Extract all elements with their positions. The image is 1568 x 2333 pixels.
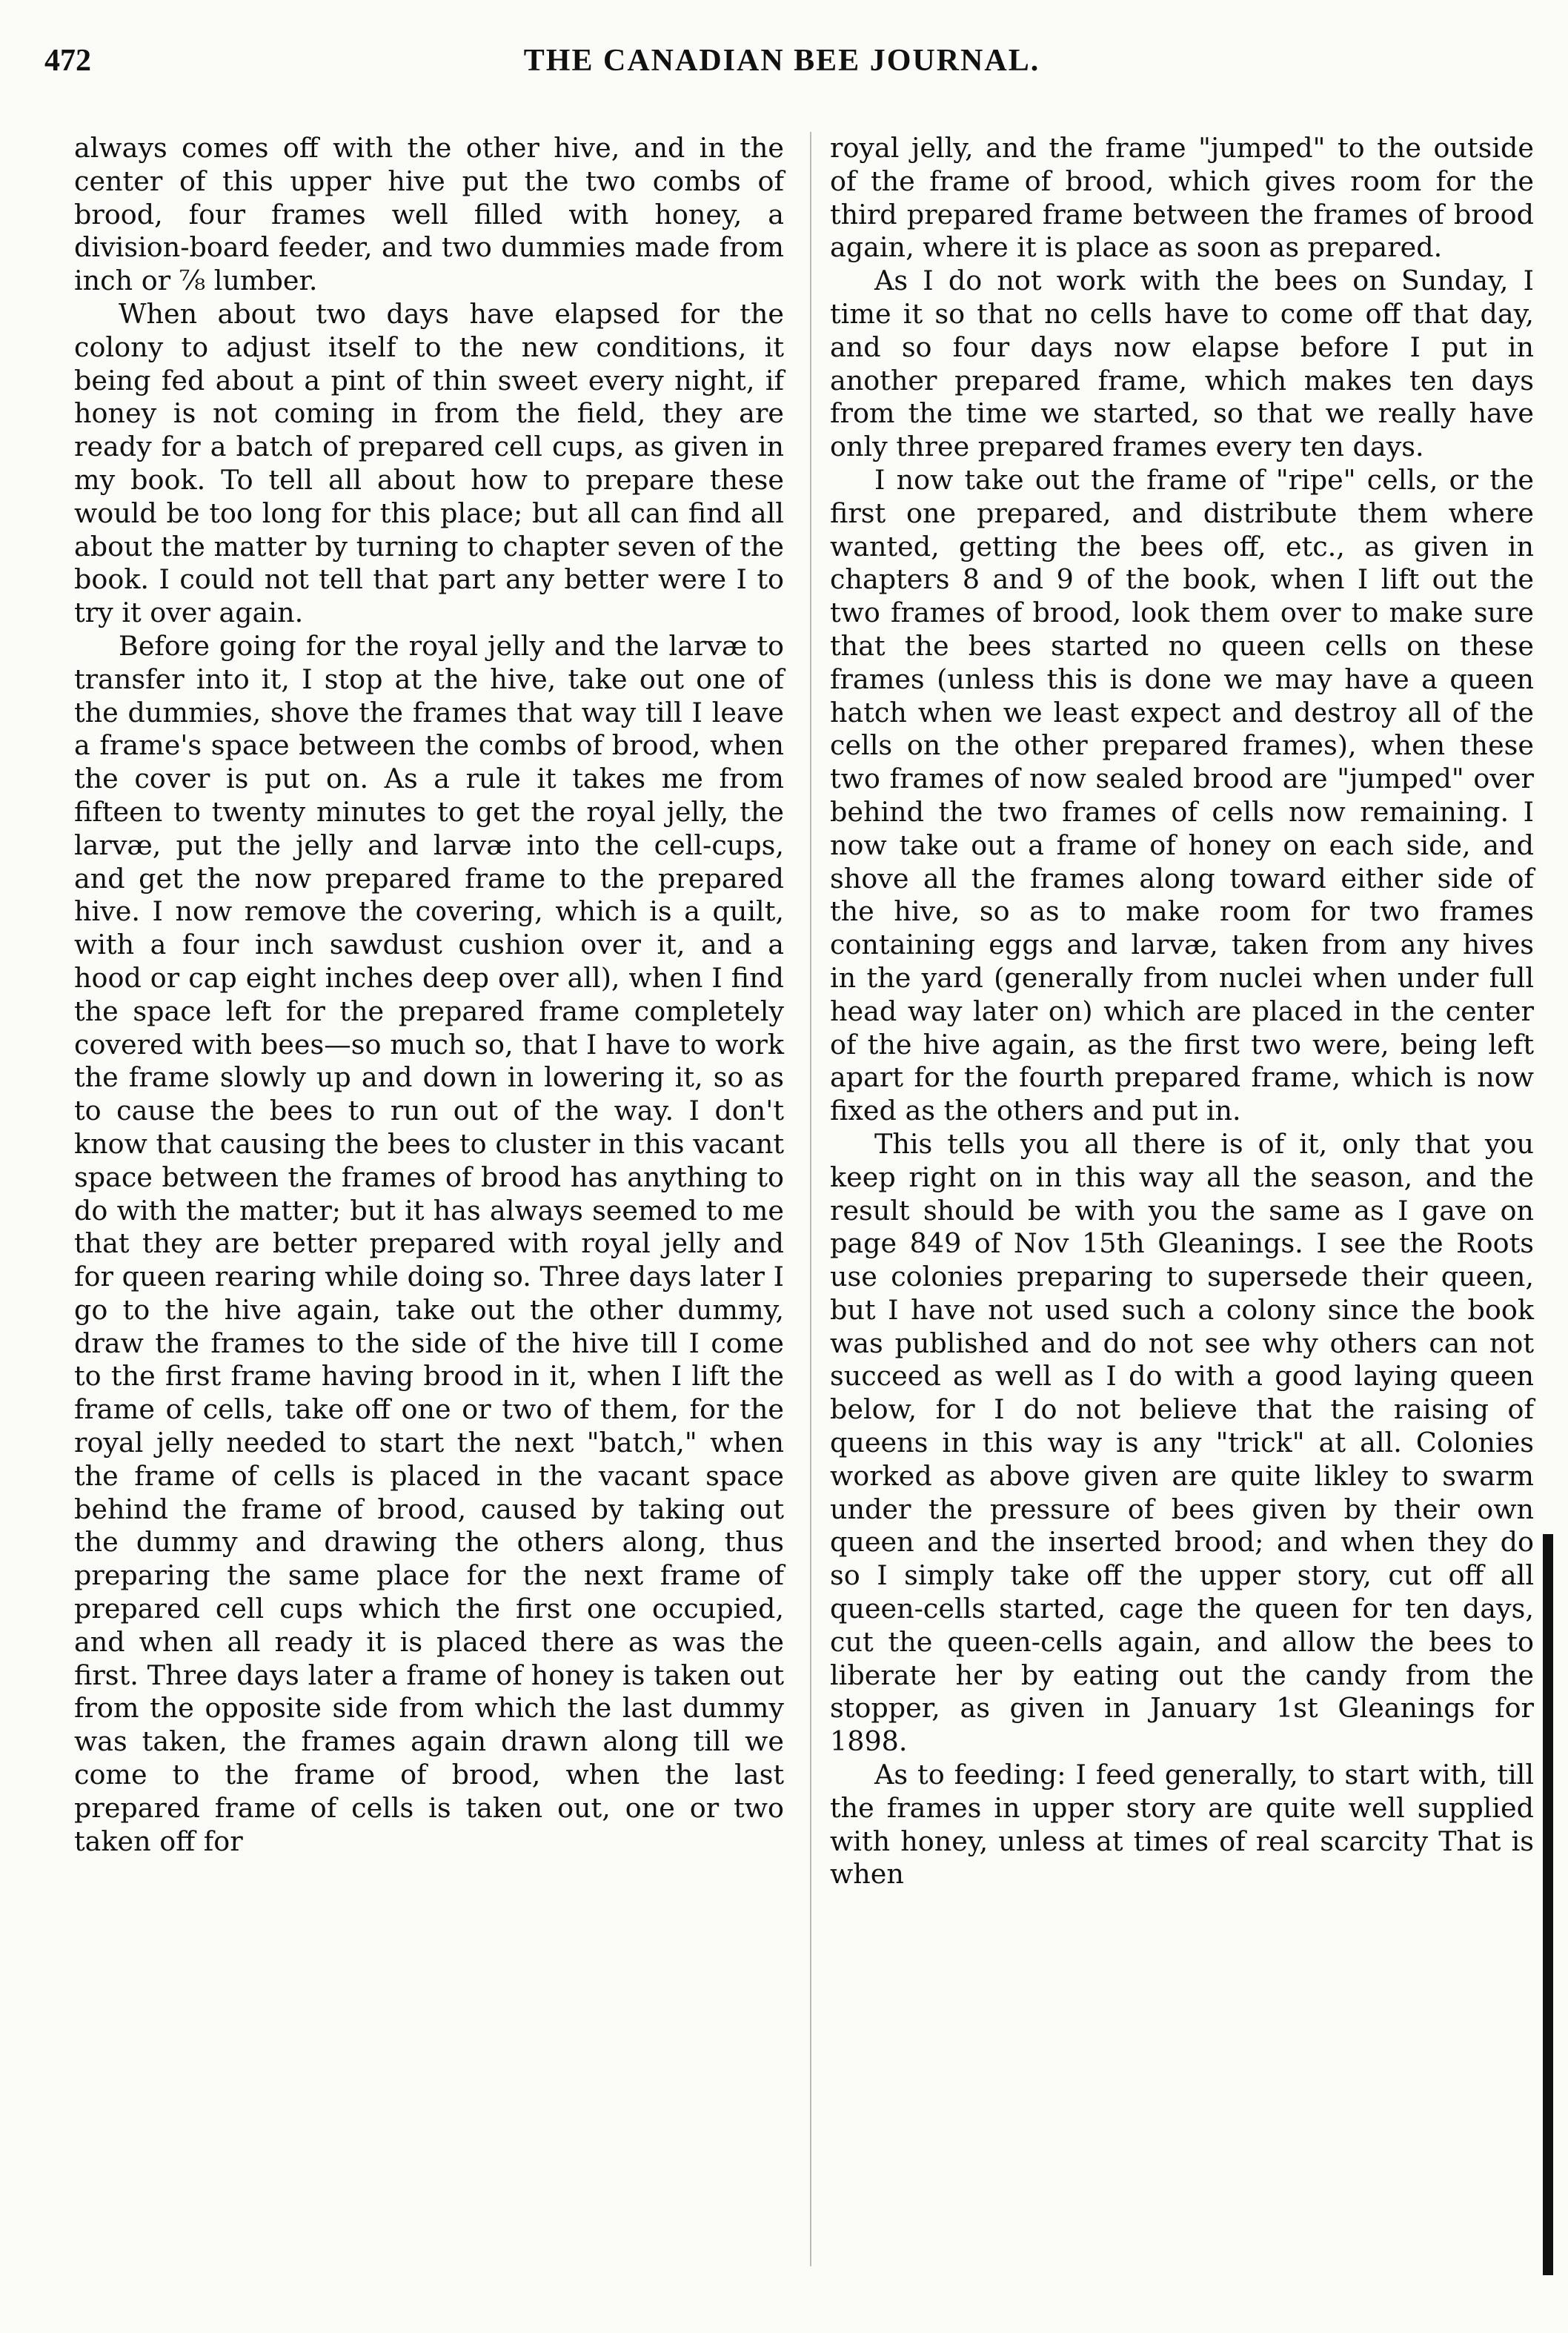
paragraph: This tells you all there is of it, only that you keep right on in this way all the season, and the result should be with you the same as I gave on page 849 of Nov 15th Gleanings. I see the Roots use colonies preparing to supersede their queen, but I have not used such a colony since the book was published and do not see why others can not succeed as well as I do with a good laying queen below, for I do not believe that the raising of queens in this way is any "trick" at all. Colonies worked as above given are quite likley to swarm under the pressure of bees given by their own queen and the inserted brood; and when they do so I simply take off the upper story, cut off all queen-cells started, cage the queen for ten days, cut the queen-cells again, and allow the bees to liberate her by eating out the candy from the stopper, as given in January 1st Gleanings for 1898. [830,1127,1534,1758]
binding-edge-shadow [1543,1534,1553,2275]
paragraph: When about two days have elapsed for the colony to adjust itself to the new conditions, it being fed about a pint of thin sweet every night, if honey is not coming in from the field, they are ready for a batch of prepared cell cups, as given in my book. To tell all about how to prepare these would be too long for this place; but all can find all about the matter by turning to chapter seven of the book. I could not tell that part any better were I to try it over again. [74,297,784,629]
paragraph: Before going for the royal jelly and the larvæ to transfer into it, I stop at the hive, take out one of the dummies, shove the frames that way till I leave a frame's space between the combs of brood, when the cover is put on. As a rule it takes me from fifteen to twenty minutes to get the royal jelly, the larvæ, put the jelly and larvæ into the cell-cups, and get the now prepared frame to the prepared hive. I now remove the covering, which is a quilt, with a four inch sawdust cushion over it, and a hood or cap eight inches deep over all), when I find the space left for the prepared frame completely covered with bees—so much so, that I have to work the frame slowly up and down in lowering it, so as to cause the bees to run out of the way. I don't know that causing the bees to cluster in this vacant space between the frames of brood has anything to do with the matter; but it has always seemed to me that they are better prepared with royal jelly and for queen rearing while doing so. Three days later I go to the hive again, take out the other dummy, draw the frames to the side of the hive till I come to the first frame having brood in it, when I lift the frame of cells, take off one or two of them, for the royal jelly needed to start the next "batch," when the frame of cells is placed in the vacant space behind the frame of brood, caused by taking out the dummy and drawing the others along, thus preparing the same place for the next frame of prepared cell cups which the first one occupied, and when all ready it is placed there as was the first. Three days later a frame of honey is taken out from the opposite side from which the last dummy was taken, the frames again drawn along till we come to the frame of brood, when the last prepared frame of cells is taken out, one or two taken off for [74,629,784,1857]
journal-title: THE CANADIAN BEE JOURNAL. [523,44,1040,78]
paragraph: royal jelly, and the frame "jumped" to the outside of the frame of brood, which gives room for the third prepared frame between the frames of brood again, where it is place as soon as prepared. [830,132,1534,264]
paragraph: As to feeding: I feed generally, to start with, till the frames in upper story are quite well supplied with honey, unless at times of real scarcity That is when [830,1759,1534,1891]
paragraph: As I do not work with the bees on Sunday, I time it so that no cells have to come off that day, and so four days now elapse before I put in another prepared frame, which makes ten days from the time we started, so that we really have only three prepared frames every ten days. [830,265,1534,463]
page-header [44,43,1519,87]
paragraph: I now take out the frame of "ripe" cells, or the first one prepared, and distribute them where wanted, getting the bees off, etc., as given in chapters 8 and 9 of the book, when I lift out the two frames of brood, look them over to make sure that the bees started no queen cells on these frames (unless this is done we may have a queen hatch when we least expect and destroy all of the cells on the other prepared frames), when these two frames of now sealed brood are "jumped" over behind the two frames of cells now remaining. I now take out a frame of honey on each side, and shove all the frames along toward either side of the hive, so as to make room for two frames containing eggs and larvæ, taken from any hives in the yard (generally from nuclei when under full head way later on) which are placed in the center of the hive again, as the first two were, being left apart for the fourth prepared frame, which is now fixed as the others and put in. [830,463,1534,1127]
paragraph: always comes off with the other hive, and in the center of this upper hive put the two combs of brood, four frames well filled with honey, a division-board feeder, and two dummies made from inch or ⅞ lumber. [74,132,784,297]
right-column [830,132,1534,1891]
left-column [74,132,784,1858]
page-number: 472 [44,44,91,78]
column-divider [810,132,811,2266]
